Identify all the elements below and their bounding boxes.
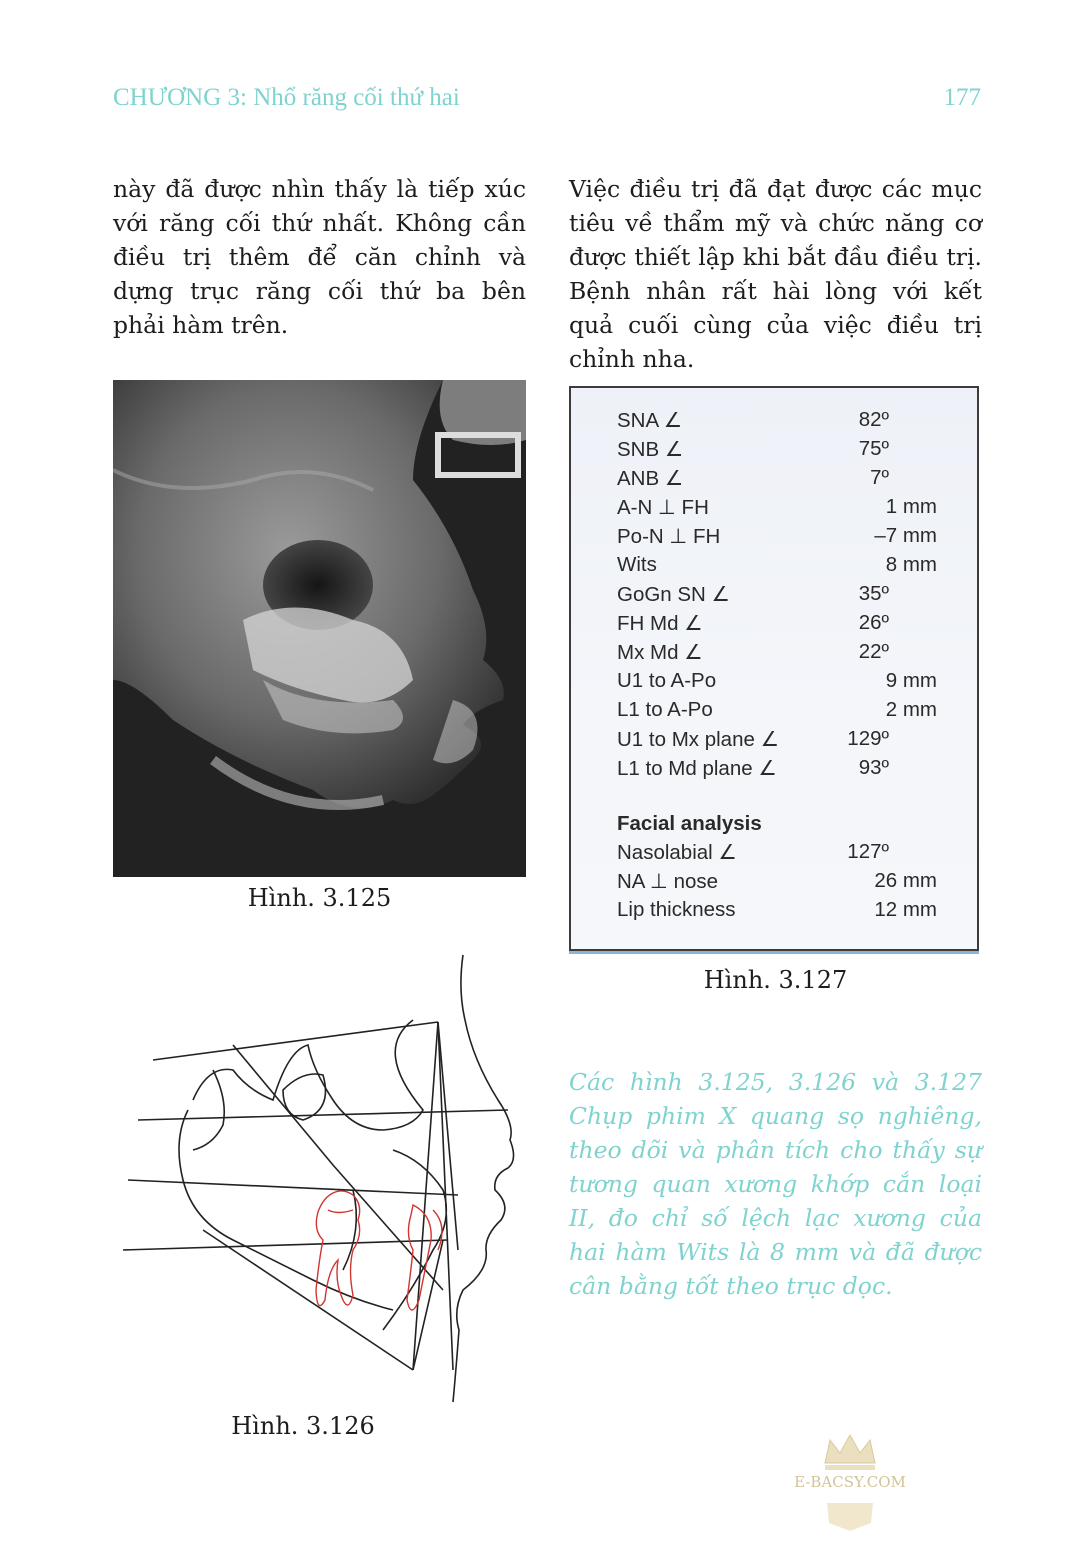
ceph-value: 8 mm (885, 553, 937, 576)
ceph-label: SNA ∠ (617, 409, 683, 432)
ceph-label: ANB ∠ (617, 467, 684, 490)
ceph-row (617, 756, 947, 784)
facial-label: Lip thickness (617, 898, 736, 921)
ceph-label: SNB ∠ (617, 438, 684, 461)
figure-note: Các hình 3.125, 3.126 và 3.127 Chụp phim X quang sọ nghiêng, theo dõi và phân tích cho thấy sự tương quan xương khớp cắn loại II, đo chỉ số lệch lạc xương của hai hàm Wits là 8 mm và đã được cân bằng tốt theo trục dọc. (569, 1068, 982, 1300)
ceph-row (617, 553, 947, 581)
ceph-label: Po-N ⊥ FH (617, 525, 721, 548)
watermark-logo (785, 1425, 915, 1535)
figure-126-caption: Hình. 3.126 (231, 1412, 375, 1440)
ceph-label: GoGn SN ∠ (617, 583, 730, 606)
ceph-row (617, 727, 947, 755)
ceph-label: U1 to Mx plane ∠ (617, 728, 779, 751)
ceph-value: 7º (870, 466, 889, 489)
page-number: 177 (943, 84, 981, 111)
ceph-value: –7 mm (874, 524, 937, 547)
ceph-row (617, 495, 947, 523)
ceph-row (617, 466, 947, 494)
ceph-value: 35º (858, 582, 889, 605)
watermark-text: E-BACSY.COM (794, 1473, 906, 1491)
ceph-row (617, 524, 947, 552)
ceph-value: 2 mm (885, 698, 937, 721)
ceph-row (617, 669, 947, 697)
facial-analysis-title: Facial analysis (617, 812, 762, 835)
facial-value: 12 mm (874, 898, 937, 921)
crown-icon (825, 1435, 875, 1463)
ceph-label: Mx Md ∠ (617, 641, 703, 664)
ceph-label: U1 to A-Po (617, 669, 717, 692)
chapter-header: CHƯƠNG 3: Nhổ răng cối thứ hai (113, 84, 460, 111)
xray-image (113, 380, 526, 877)
ceph-label: L1 to Md plane ∠ (617, 757, 777, 780)
body-text-column-1: này đã được nhìn thấy là tiếp xúc với răng cối thứ nhất. Không cần điều trị thêm để căn chỉnh và dựng trục răng cối thứ ba bên phải hàm trên. (113, 175, 526, 339)
ceph-value: 1 mm (885, 495, 937, 518)
ceph-row (617, 640, 947, 668)
cephalometric-table (569, 386, 979, 951)
facial-value: 127º (847, 840, 889, 863)
ceph-row (617, 437, 947, 465)
facial-row (617, 898, 947, 926)
ceph-row (617, 582, 947, 610)
body-text-column-2: Việc điều trị đã đạt được các mục tiêu về thẩm mỹ và chức năng cơ được thiết lập khi bắt đầu điều trị. Bệnh nhân rất hài lòng với kết quả cuối cùng của việc điều trị chỉnh nha. (569, 175, 982, 373)
ceph-value: 93º (858, 756, 889, 779)
facial-row (617, 869, 947, 897)
ceph-value: 22º (858, 640, 889, 663)
ceph-row (617, 698, 947, 726)
facial-value: 26 mm (874, 869, 937, 892)
figure-127-caption: Hình. 3.127 (703, 966, 848, 994)
facial-row (617, 840, 947, 868)
ceph-row (617, 408, 947, 436)
ceph-label: FH Md ∠ (617, 612, 703, 635)
ceph-value: 82º (858, 408, 889, 431)
figure-125-caption: Hình. 3.125 (247, 884, 392, 912)
facial-label: Nasolabial ∠ (617, 841, 737, 864)
cephalometric-tracing (113, 950, 533, 1405)
ceph-value: 75º (858, 437, 889, 460)
ceph-row (617, 611, 947, 639)
ceph-label: L1 to A-Po (617, 698, 713, 721)
ceph-value: 129º (847, 727, 889, 750)
facial-label: NA ⊥ nose (617, 870, 719, 893)
ceph-label: A-N ⊥ FH (617, 496, 709, 519)
ceph-value: 26º (858, 611, 889, 634)
ceph-value: 9 mm (885, 669, 937, 692)
ceph-label: Wits (617, 553, 657, 576)
table-underline (569, 951, 979, 954)
